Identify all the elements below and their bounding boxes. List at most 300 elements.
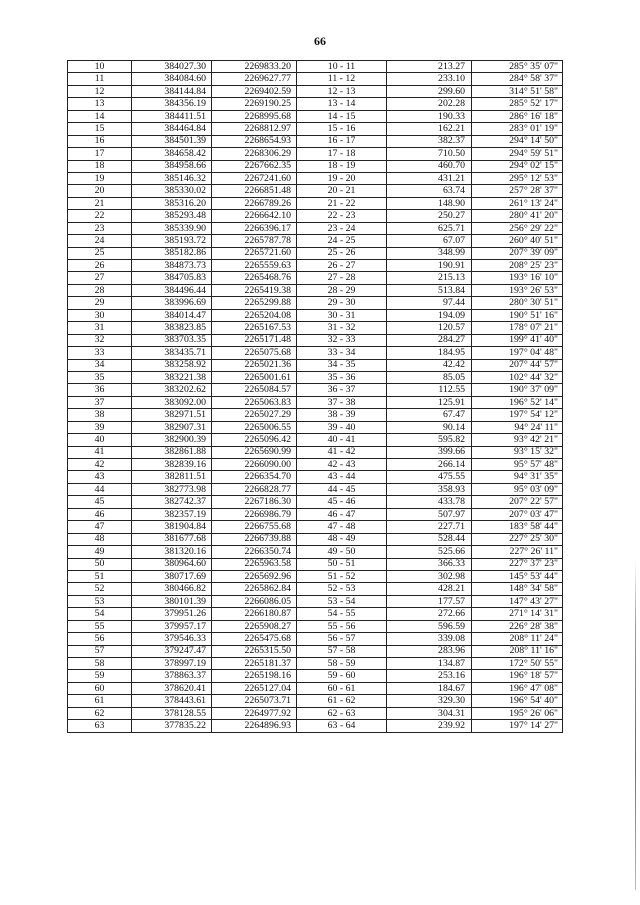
cell-point-number: 40: [68, 434, 132, 446]
cell-segment: 25 - 26: [297, 247, 387, 259]
cell-distance: 134.87: [387, 658, 472, 670]
table-row: [68, 595, 563, 607]
cell-x-coordinate: 384014.47: [132, 309, 212, 321]
cell-segment: 51 - 52: [297, 570, 387, 582]
cell-x-coordinate: 383221.38: [132, 371, 212, 383]
cell-x-coordinate: 378443.61: [132, 695, 212, 707]
cell-segment: 42 - 43: [297, 459, 387, 471]
cell-segment: 62 - 63: [297, 707, 387, 719]
cell-x-coordinate: 384464.84: [132, 123, 212, 135]
cell-point-number: 46: [68, 508, 132, 520]
table-row: [68, 334, 563, 346]
cell-point-number: 13: [68, 98, 132, 110]
cell-y-coordinate: 2265084.57: [212, 384, 297, 396]
cell-point-number: 27: [68, 272, 132, 284]
cell-point-number: 42: [68, 459, 132, 471]
cell-x-coordinate: 379957.17: [132, 620, 212, 632]
cell-segment: 36 - 37: [297, 384, 387, 396]
table-row: [68, 471, 563, 483]
cell-y-coordinate: 2265204.08: [212, 309, 297, 321]
cell-distance: 227.71: [387, 521, 472, 533]
cell-point-number: 15: [68, 123, 132, 135]
cell-segment: 26 - 27: [297, 260, 387, 272]
cell-y-coordinate: 2269402.59: [212, 85, 297, 97]
cell-segment: 10 - 11: [297, 61, 387, 73]
cell-y-coordinate: 2265692.96: [212, 570, 297, 582]
cell-segment: 50 - 51: [297, 558, 387, 570]
cell-bearing: 295° 12' 53": [472, 172, 563, 184]
cell-y-coordinate: 2265073.71: [212, 695, 297, 707]
table-row: [68, 496, 563, 508]
cell-x-coordinate: 384873.73: [132, 260, 212, 272]
cell-point-number: 48: [68, 533, 132, 545]
cell-x-coordinate: 380101.39: [132, 595, 212, 607]
cell-x-coordinate: 385193.72: [132, 235, 212, 247]
cell-segment: 45 - 46: [297, 496, 387, 508]
cell-segment: 23 - 24: [297, 222, 387, 234]
table-row: [68, 123, 563, 135]
table-row: [68, 521, 563, 533]
cell-y-coordinate: 2266755.68: [212, 521, 297, 533]
cell-segment: 29 - 30: [297, 297, 387, 309]
cell-distance: 595.82: [387, 434, 472, 446]
cell-bearing: 193° 16' 10": [472, 272, 563, 284]
cell-distance: 272.66: [387, 608, 472, 620]
cell-y-coordinate: 2265787.78: [212, 235, 297, 247]
table-row: [68, 371, 563, 383]
cell-x-coordinate: 383202.62: [132, 384, 212, 396]
coordinates-table: [67, 60, 563, 733]
cell-point-number: 14: [68, 110, 132, 122]
cell-point-number: 24: [68, 235, 132, 247]
cell-bearing: 285° 35' 07": [472, 61, 563, 73]
cell-y-coordinate: 2266086.05: [212, 595, 297, 607]
cell-segment: 53 - 54: [297, 595, 387, 607]
cell-y-coordinate: 2267662.35: [212, 160, 297, 172]
table-row: [68, 197, 563, 209]
cell-segment: 37 - 38: [297, 396, 387, 408]
cell-y-coordinate: 2266986.79: [212, 508, 297, 520]
cell-bearing: 94° 24' 11": [472, 421, 563, 433]
cell-point-number: 50: [68, 558, 132, 570]
cell-y-coordinate: 2266789.26: [212, 197, 297, 209]
cell-point-number: 26: [68, 260, 132, 272]
cell-point-number: 61: [68, 695, 132, 707]
cell-x-coordinate: 383435.71: [132, 347, 212, 359]
cell-bearing: 208° 25' 23": [472, 260, 563, 272]
cell-segment: 21 - 22: [297, 197, 387, 209]
cell-x-coordinate: 384027.30: [132, 61, 212, 73]
table-row: [68, 645, 563, 657]
cell-x-coordinate: 384356.19: [132, 98, 212, 110]
cell-segment: 39 - 40: [297, 421, 387, 433]
cell-segment: 34 - 35: [297, 359, 387, 371]
cell-x-coordinate: 381320.16: [132, 546, 212, 558]
cell-segment: 13 - 14: [297, 98, 387, 110]
cell-distance: 202.28: [387, 98, 472, 110]
table-row: [68, 272, 563, 284]
cell-distance: 304.31: [387, 707, 472, 719]
cell-segment: 24 - 25: [297, 235, 387, 247]
cell-x-coordinate: 379247.47: [132, 645, 212, 657]
cell-segment: 54 - 55: [297, 608, 387, 620]
cell-bearing: 227° 25' 30": [472, 533, 563, 545]
cell-y-coordinate: 2265721.60: [212, 247, 297, 259]
cell-segment: 22 - 23: [297, 210, 387, 222]
table-row: [68, 384, 563, 396]
cell-x-coordinate: 383092.00: [132, 396, 212, 408]
cell-distance: 382.37: [387, 135, 472, 147]
cell-segment: 35 - 36: [297, 371, 387, 383]
cell-point-number: 62: [68, 707, 132, 719]
cell-point-number: 22: [68, 210, 132, 222]
cell-bearing: 145° 53' 44": [472, 570, 563, 582]
cell-point-number: 12: [68, 85, 132, 97]
table-row: [68, 235, 563, 247]
cell-x-coordinate: 385330.02: [132, 185, 212, 197]
cell-bearing: 207° 22' 57": [472, 496, 563, 508]
table-row: [68, 309, 563, 321]
table-row: [68, 421, 563, 433]
cell-point-number: 19: [68, 172, 132, 184]
table-row: [68, 222, 563, 234]
cell-y-coordinate: 2265862.84: [212, 583, 297, 595]
cell-x-coordinate: 382839.16: [132, 459, 212, 471]
cell-x-coordinate: 382811.51: [132, 471, 212, 483]
table-row: [68, 148, 563, 160]
cell-distance: 329.30: [387, 695, 472, 707]
cell-distance: 299.60: [387, 85, 472, 97]
cell-distance: 710.50: [387, 148, 472, 160]
table-row: [68, 508, 563, 520]
cell-x-coordinate: 385182.86: [132, 247, 212, 259]
cell-bearing: 148° 34' 58": [472, 583, 563, 595]
table-row: [68, 135, 563, 147]
cell-y-coordinate: 2265096.42: [212, 434, 297, 446]
cell-bearing: 227° 37' 23": [472, 558, 563, 570]
cell-distance: 625.71: [387, 222, 472, 234]
page-number: 66: [314, 34, 326, 48]
cell-distance: 348.99: [387, 247, 472, 259]
cell-x-coordinate: 380717.69: [132, 570, 212, 582]
cell-segment: 46 - 47: [297, 508, 387, 520]
cell-bearing: 93° 42' 21": [472, 434, 563, 446]
cell-x-coordinate: 382907.31: [132, 421, 212, 433]
cell-y-coordinate: 2267186.30: [212, 496, 297, 508]
cell-point-number: 36: [68, 384, 132, 396]
cell-segment: 14 - 15: [297, 110, 387, 122]
cell-segment: 31 - 32: [297, 322, 387, 334]
table-row: [68, 61, 563, 73]
cell-point-number: 57: [68, 645, 132, 657]
cell-x-coordinate: 378128.55: [132, 707, 212, 719]
cell-bearing: 280° 41' 20": [472, 210, 563, 222]
cell-bearing: 190° 37' 09": [472, 384, 563, 396]
table-row: [68, 608, 563, 620]
cell-point-number: 60: [68, 682, 132, 694]
cell-y-coordinate: 2266090.00: [212, 459, 297, 471]
cell-bearing: 172° 50' 55": [472, 658, 563, 670]
cell-distance: 266.14: [387, 459, 472, 471]
cell-point-number: 44: [68, 483, 132, 495]
cell-distance: 431.21: [387, 172, 472, 184]
cell-y-coordinate: 2265181.37: [212, 658, 297, 670]
cell-x-coordinate: 379546.33: [132, 633, 212, 645]
cell-segment: 20 - 21: [297, 185, 387, 197]
table-row: [68, 172, 563, 184]
cell-distance: 239.92: [387, 720, 472, 732]
cell-point-number: 16: [68, 135, 132, 147]
table-row: [68, 682, 563, 694]
cell-x-coordinate: 384958.66: [132, 160, 212, 172]
cell-distance: 184.95: [387, 347, 472, 359]
table-row: [68, 707, 563, 719]
cell-point-number: 20: [68, 185, 132, 197]
cell-x-coordinate: 383996.69: [132, 297, 212, 309]
table-row: [68, 446, 563, 458]
table-row: [68, 459, 563, 471]
table-row: [68, 533, 563, 545]
cell-distance: 433.78: [387, 496, 472, 508]
cell-bearing: 314° 51' 58": [472, 85, 563, 97]
cell-bearing: 147° 43' 27": [472, 595, 563, 607]
cell-point-number: 39: [68, 421, 132, 433]
cell-point-number: 17: [68, 148, 132, 160]
cell-bearing: 95° 03' 09": [472, 483, 563, 495]
cell-distance: 42.42: [387, 359, 472, 371]
cell-y-coordinate: 2267241.60: [212, 172, 297, 184]
cell-bearing: 260° 40' 51": [472, 235, 563, 247]
cell-distance: 112.55: [387, 384, 472, 396]
cell-bearing: 102° 44' 32": [472, 371, 563, 383]
cell-bearing: 193° 26' 53": [472, 284, 563, 296]
cell-y-coordinate: 2266350.74: [212, 546, 297, 558]
cell-point-number: 21: [68, 197, 132, 209]
cell-x-coordinate: 380964.60: [132, 558, 212, 570]
cell-y-coordinate: 2265127.04: [212, 682, 297, 694]
cell-y-coordinate: 2265908.27: [212, 620, 297, 632]
cell-distance: 215.13: [387, 272, 472, 284]
cell-x-coordinate: 382971.51: [132, 409, 212, 421]
cell-x-coordinate: 382773.98: [132, 483, 212, 495]
cell-bearing: 294° 59' 51": [472, 148, 563, 160]
cell-y-coordinate: 2265419.38: [212, 284, 297, 296]
cell-point-number: 56: [68, 633, 132, 645]
cell-x-coordinate: 382900.39: [132, 434, 212, 446]
table-row: [68, 409, 563, 421]
cell-segment: 47 - 48: [297, 521, 387, 533]
cell-distance: 460.70: [387, 160, 472, 172]
cell-bearing: 95° 57' 48": [472, 459, 563, 471]
cell-y-coordinate: 2264896.93: [212, 720, 297, 732]
cell-distance: 302.98: [387, 570, 472, 582]
cell-distance: 428.21: [387, 583, 472, 595]
cell-x-coordinate: 381677.68: [132, 533, 212, 545]
cell-segment: 57 - 58: [297, 645, 387, 657]
cell-bearing: 207° 44' 57": [472, 359, 563, 371]
cell-distance: 528.44: [387, 533, 472, 545]
cell-segment: 59 - 60: [297, 670, 387, 682]
cell-segment: 43 - 44: [297, 471, 387, 483]
cell-segment: 56 - 57: [297, 633, 387, 645]
cell-bearing: 196° 52' 14": [472, 396, 563, 408]
cell-y-coordinate: 2265027.29: [212, 409, 297, 421]
cell-segment: 60 - 61: [297, 682, 387, 694]
cell-bearing: 207° 39' 09": [472, 247, 563, 259]
cell-segment: 52 - 53: [297, 583, 387, 595]
table-row: [68, 483, 563, 495]
cell-y-coordinate: 2265299.88: [212, 297, 297, 309]
cell-segment: 17 - 18: [297, 148, 387, 160]
cell-distance: 194.09: [387, 309, 472, 321]
cell-x-coordinate: 383703.35: [132, 334, 212, 346]
table-row: [68, 185, 563, 197]
cell-bearing: 257° 28' 37": [472, 185, 563, 197]
cell-segment: 61 - 62: [297, 695, 387, 707]
cell-distance: 190.91: [387, 260, 472, 272]
cell-point-number: 28: [68, 284, 132, 296]
cell-y-coordinate: 2269190.25: [212, 98, 297, 110]
table-row: [68, 284, 563, 296]
cell-distance: 596.59: [387, 620, 472, 632]
cell-bearing: 256° 29' 22": [472, 222, 563, 234]
cell-y-coordinate: 2265468.76: [212, 272, 297, 284]
cell-segment: 30 - 31: [297, 309, 387, 321]
cell-segment: 15 - 16: [297, 123, 387, 135]
cell-point-number: 51: [68, 570, 132, 582]
cell-distance: 85.05: [387, 371, 472, 383]
cell-bearing: 196° 47' 08": [472, 682, 563, 694]
cell-point-number: 54: [68, 608, 132, 620]
cell-bearing: 178° 07' 21": [472, 322, 563, 334]
cell-distance: 339.08: [387, 633, 472, 645]
cell-x-coordinate: 384705.83: [132, 272, 212, 284]
cell-segment: 40 - 41: [297, 434, 387, 446]
cell-point-number: 35: [68, 371, 132, 383]
cell-bearing: 208° 11' 24": [472, 633, 563, 645]
cell-point-number: 34: [68, 359, 132, 371]
cell-y-coordinate: 2265001.61: [212, 371, 297, 383]
cell-point-number: 43: [68, 471, 132, 483]
cell-y-coordinate: 2265006.55: [212, 421, 297, 433]
cell-x-coordinate: 377835.22: [132, 720, 212, 732]
cell-x-coordinate: 380466.82: [132, 583, 212, 595]
table-row: [68, 347, 563, 359]
cell-bearing: 294° 14' 50": [472, 135, 563, 147]
cell-x-coordinate: 384144.84: [132, 85, 212, 97]
cell-bearing: 196° 54' 40": [472, 695, 563, 707]
cell-y-coordinate: 2265021.36: [212, 359, 297, 371]
cell-distance: 184.67: [387, 682, 472, 694]
cell-bearing: 197° 14' 27": [472, 720, 563, 732]
cell-x-coordinate: 382742.37: [132, 496, 212, 508]
cell-segment: 19 - 20: [297, 172, 387, 184]
cell-x-coordinate: 384501.39: [132, 135, 212, 147]
cell-x-coordinate: 384084.60: [132, 73, 212, 85]
cell-x-coordinate: 379951.26: [132, 608, 212, 620]
cell-distance: 358.93: [387, 483, 472, 495]
cell-bearing: 227° 26' 11": [472, 546, 563, 558]
table-row: [68, 558, 563, 570]
cell-distance: 97.44: [387, 297, 472, 309]
cell-bearing: 199° 41' 40": [472, 334, 563, 346]
cell-segment: 16 - 17: [297, 135, 387, 147]
cell-y-coordinate: 2265690.99: [212, 446, 297, 458]
cell-y-coordinate: 2265075.68: [212, 347, 297, 359]
cell-distance: 148.90: [387, 197, 472, 209]
cell-segment: 41 - 42: [297, 446, 387, 458]
cell-distance: 250.27: [387, 210, 472, 222]
cell-point-number: 33: [68, 347, 132, 359]
cell-y-coordinate: 2268812.97: [212, 123, 297, 135]
cell-x-coordinate: 384411.51: [132, 110, 212, 122]
cell-y-coordinate: 2269833.20: [212, 61, 297, 73]
cell-point-number: 10: [68, 61, 132, 73]
cell-bearing: 208° 11' 16": [472, 645, 563, 657]
cell-bearing: 284° 58' 37": [472, 73, 563, 85]
cell-y-coordinate: 2266828.77: [212, 483, 297, 495]
cell-distance: 120.57: [387, 322, 472, 334]
table-row: [68, 620, 563, 632]
cell-point-number: 32: [68, 334, 132, 346]
cell-y-coordinate: 2268995.68: [212, 110, 297, 122]
cell-distance: 284.27: [387, 334, 472, 346]
cell-y-coordinate: 2266354.70: [212, 471, 297, 483]
cell-distance: 366.33: [387, 558, 472, 570]
cell-bearing: 286° 16' 18": [472, 110, 563, 122]
cell-point-number: 23: [68, 222, 132, 234]
cell-point-number: 29: [68, 297, 132, 309]
table-row: [68, 110, 563, 122]
table-row: [68, 260, 563, 272]
cell-point-number: 31: [68, 322, 132, 334]
cell-distance: 177.57: [387, 595, 472, 607]
cell-distance: 507.97: [387, 508, 472, 520]
cell-x-coordinate: 378863.37: [132, 670, 212, 682]
cell-segment: 48 - 49: [297, 533, 387, 545]
cell-distance: 233.10: [387, 73, 472, 85]
cell-segment: 27 - 28: [297, 272, 387, 284]
cell-point-number: 45: [68, 496, 132, 508]
cell-y-coordinate: 2268306.29: [212, 148, 297, 160]
cell-distance: 283.96: [387, 645, 472, 657]
cell-x-coordinate: 382357.19: [132, 508, 212, 520]
table-row: [68, 720, 563, 732]
cell-point-number: 47: [68, 521, 132, 533]
cell-segment: 11 - 12: [297, 73, 387, 85]
cell-distance: 190.33: [387, 110, 472, 122]
cell-point-number: 63: [68, 720, 132, 732]
cell-bearing: 283° 01' 19": [472, 123, 563, 135]
cell-point-number: 37: [68, 396, 132, 408]
cell-y-coordinate: 2265063.83: [212, 396, 297, 408]
cell-bearing: 261° 13' 24": [472, 197, 563, 209]
cell-segment: 49 - 50: [297, 546, 387, 558]
cell-bearing: 226° 28' 38": [472, 620, 563, 632]
cell-y-coordinate: 2266851.48: [212, 185, 297, 197]
cell-distance: 125.91: [387, 396, 472, 408]
table-row: [68, 633, 563, 645]
cell-y-coordinate: 2265198.16: [212, 670, 297, 682]
table-row: [68, 210, 563, 222]
cell-y-coordinate: 2265559.63: [212, 260, 297, 272]
cell-x-coordinate: 383823.85: [132, 322, 212, 334]
cell-y-coordinate: 2266180.87: [212, 608, 297, 620]
cell-point-number: 38: [68, 409, 132, 421]
cell-bearing: 196° 18' 57": [472, 670, 563, 682]
cell-distance: 399.66: [387, 446, 472, 458]
cell-x-coordinate: 384658.42: [132, 148, 212, 160]
